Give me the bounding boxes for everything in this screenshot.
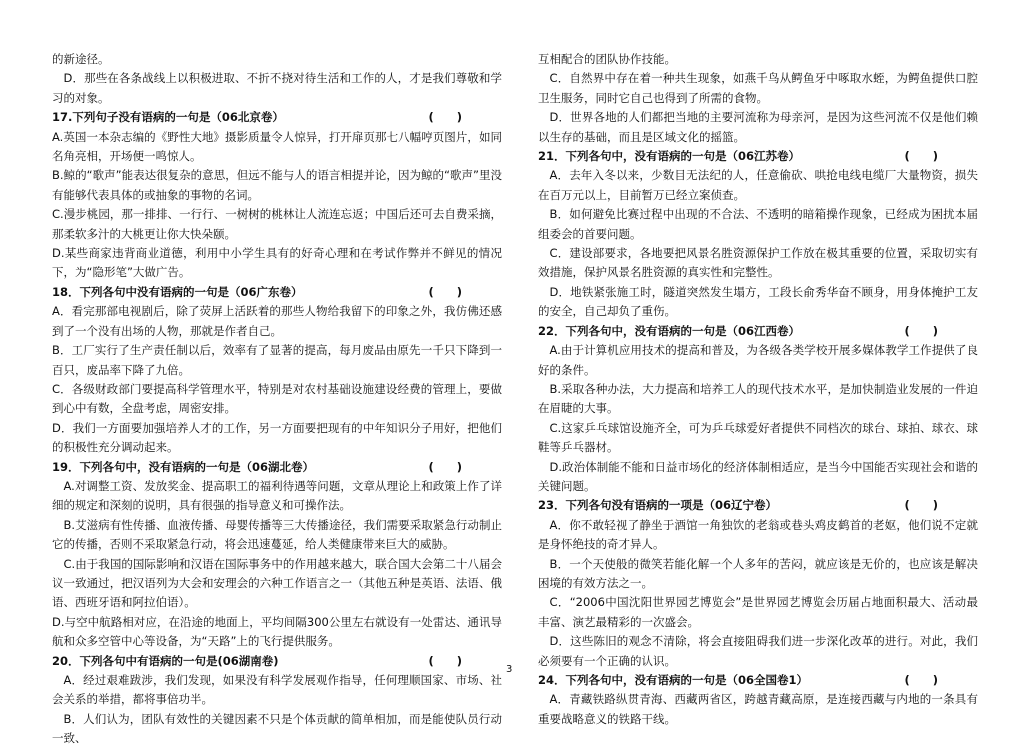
question-text: 19．下列各句中，没有语病的一句是（06湖北卷） [52,459,315,474]
question-text: 23．下列各句没有语病的一项是（06辽宁卷） [538,498,778,513]
question-heading [52,652,502,671]
option-text: C.由于我国的国际影响和汉语在国际事务中的作用越来越大，联合国大会第二十八届会议一致通过，把汉语列为大会和安理会的六种工作语言之一（其他五种是英语、法语、俄语、西班牙语和阿拉伯语）。 [52,556,502,610]
question-text: 22．下列各句中，没有语病的一句是（06江西卷） [538,323,801,338]
option-text: A.对调整工资、发放奖金、提高职工的福利待遇等问题，文章从理论上和政策上作了详细的规定和深刻的说明，具有很强的指导意义和可操作法。 [52,478,502,513]
question-text: 21．下列各句中，没有语病的一句是（06江苏卷） [538,149,801,164]
option-text: A．去年入冬以来，少数目无法纪的人，任意偷砍、哄抢电线电缆厂大量物资，损失在百万元以上，目前暂万已经立案侦查。 [538,168,978,202]
option-text: B．一个天使般的微笑若能化解一个人多年的苦闷，就应该是无价的，也应该是解决困境的有效方法之一。 [538,556,978,590]
answer-blank: ( ) [904,149,938,164]
question-heading [52,108,502,127]
option-text: A．经过艰难跋涉，我们发现，如果没有科学发展观作指导，任何理顺国家、市场、社会关系的举措，都将事倍功半。 [52,673,502,707]
option-text: B．工厂实行了生产责任制以后，效率有了显著的提高，每月废品由原先一千只下降到一百只，废品率下降了九倍。 [52,343,502,377]
option-text: B．如何避免比赛过程中出现的不合法、不透明的暗箱操作现象，已经成为困扰本届组委会的首要问题。 [538,207,978,241]
option-text: A．你不敢轻视了静坐于酒馆一角独饮的老翁或巷头鸡皮鹤首的老妪，他们说不定就是身怀绝技的奇才异人。 [538,517,978,552]
option-text: D．这些陈旧的观念不清除，将会直接阻碍我们进一步深化改革的进行。对此，我们必须要有一个正确的认识。 [538,634,978,668]
option-text: D.与空中航路相对应，在沿途的地面上，平均间隔300公里左右就设有一处雷达、通讯导航和众多空管中心等设备，为“天路”上的飞行提供服务。 [52,614,502,649]
option-text: D．世界各地的人们都把当地的主要河流称为母亲河，是因为这些河流不仅是他们赖以生存的基础，而且是区域文化的摇篮。 [538,110,978,144]
question-text: 18．下列各句中没有语病的一句是（06广东卷） [52,284,303,299]
question-heading [538,671,978,690]
question-heading [538,147,978,166]
answer-blank: ( ) [428,110,462,125]
option-text: C.漫步桃园，那一排排、一行行、一树树的桃林让人流连忘返；中国后还可去自费采摘，那柔软多汁的大桃更让你大快朵颐。 [52,207,502,241]
option-text: A．青藏铁路纵贯青海、西藏两省区，跨越青藏高原，是连接西藏与内地的一条具有重要战略意义的铁路干线。 [538,692,978,726]
answer-blank: ( ) [428,653,462,668]
answer-blank: ( ) [428,284,462,299]
option-text: A.英国一本杂志编的《野性大地》摄影质量令人惊异，打开扉页那七八幅哼页图片，如同名角亮相，开场便一鸣惊人。 [52,129,502,164]
option-text: D．我们一方面要加强培养人才的工作，另一方面要把现有的中年知识分子用好，把他们的积极性充分调动起来。 [52,420,502,455]
option-text: B.采取各种办法，大力提高和培养工人的现代技术水平，是加快制造业发展的一件迫在眉睫的大事。 [538,381,978,416]
option-text: B.鲸的“歌声”能表达很复杂的意思，但远不能与人的语言相提并论，因为鲸的“歌声”里没有能够代表具体的或抽象的事物的名词。 [52,168,502,202]
question-heading [52,283,502,302]
question-heading [52,458,502,477]
option-text: D.政治体制能不能和日益市场化的经济体制相适应，是当今中国能否实现社会和谐的关键问题。 [538,459,978,493]
page-number: 3 [506,664,513,675]
option-text: 互相配合的团队协作技能。 [538,52,676,66]
question-heading [538,496,978,515]
option-text: C．自然界中存在着一种共生现象，如燕千鸟从鳄鱼牙中啄取水蛭，为鳄鱼提供口腔卫生服务，同时它自己也得到了所需的食物。 [538,71,978,105]
option-text: A.由于计算机应用技术的提高和普及，为各级各类学校开展多媒体教学工作提供了良好的条件。 [538,343,978,377]
question-heading [538,322,978,341]
option-text: D．那些在各条战线上以积极进取、不折不挠对待生活和工作的人，才是我们尊敬和学习的对象。 [52,71,502,105]
option-text: B．人们认为，团队有效性的关键因素不只是个体贡献的简单相加，而是能使队员行动一致、 [52,711,502,746]
option-text: A．看完那部电视剧后，除了荧屏上活跃着的那些人物给我留下的印象之外，我仿佛还感到了一个没有出场的人物，那就是作者自己。 [52,304,502,338]
option-text: C．“2006中国沈阳世界园艺博览会”是世界园艺博览会历届占地面积最大、活动最丰富、演艺最精彩的一次盛会。 [538,595,978,629]
option-text: D.某些商家违背商业道德，利用中小学生具有的好奇心理和在考试作弊并不鲜见的情况下，为“隐形笔”大做广告。 [52,246,502,280]
question-text: 20．下列各句中有语病的一句是(06湖南卷) [52,653,279,668]
left-column [52,50,502,749]
option-text: D．地铁紧张施工时，隧道突然发生塌方，工段长俞秀华奋不顾身，用身体掩护工友的安全，自己却负了重伤。 [538,284,978,319]
answer-blank: ( ) [904,673,938,687]
option-text: C．建设部要求，各地要把风景名胜资源保护工作放在极其重要的位置，采取切实有效措施，保护风景名胜资源的真实性和完整性。 [538,246,978,280]
option-text: C.这家乒乓球馆设施齐全，可为乒乓球爱好者提供不同档次的球台、球拍、球衣、球鞋等乒乓器材。 [538,420,978,455]
right-column [538,50,978,729]
answer-blank: ( ) [904,323,938,338]
option-text: C．各级财政部门要提高科学管理水平，特别是对农村基础设施建设经费的管理上，要做到心中有数，全盘考虑，周密安排。 [52,381,502,416]
option-text: 的新途径。 [52,52,110,66]
answer-blank: ( ) [428,459,462,474]
answer-blank: ( ) [904,498,938,513]
option-text: B.艾滋病有性传播、血液传播、母婴传播等三大传播途径，我们需要采取紧急行动制止它的传播，否则不采取紧急行动，将会迅速蔓延，给人类健康带来巨大的威胁。 [52,517,502,552]
question-text: 24．下列各句中，没有语病的一句是（06全国卷1） [538,673,809,687]
question-text: 17.下列句子没有语病的一句是（06北京卷） [52,110,284,125]
